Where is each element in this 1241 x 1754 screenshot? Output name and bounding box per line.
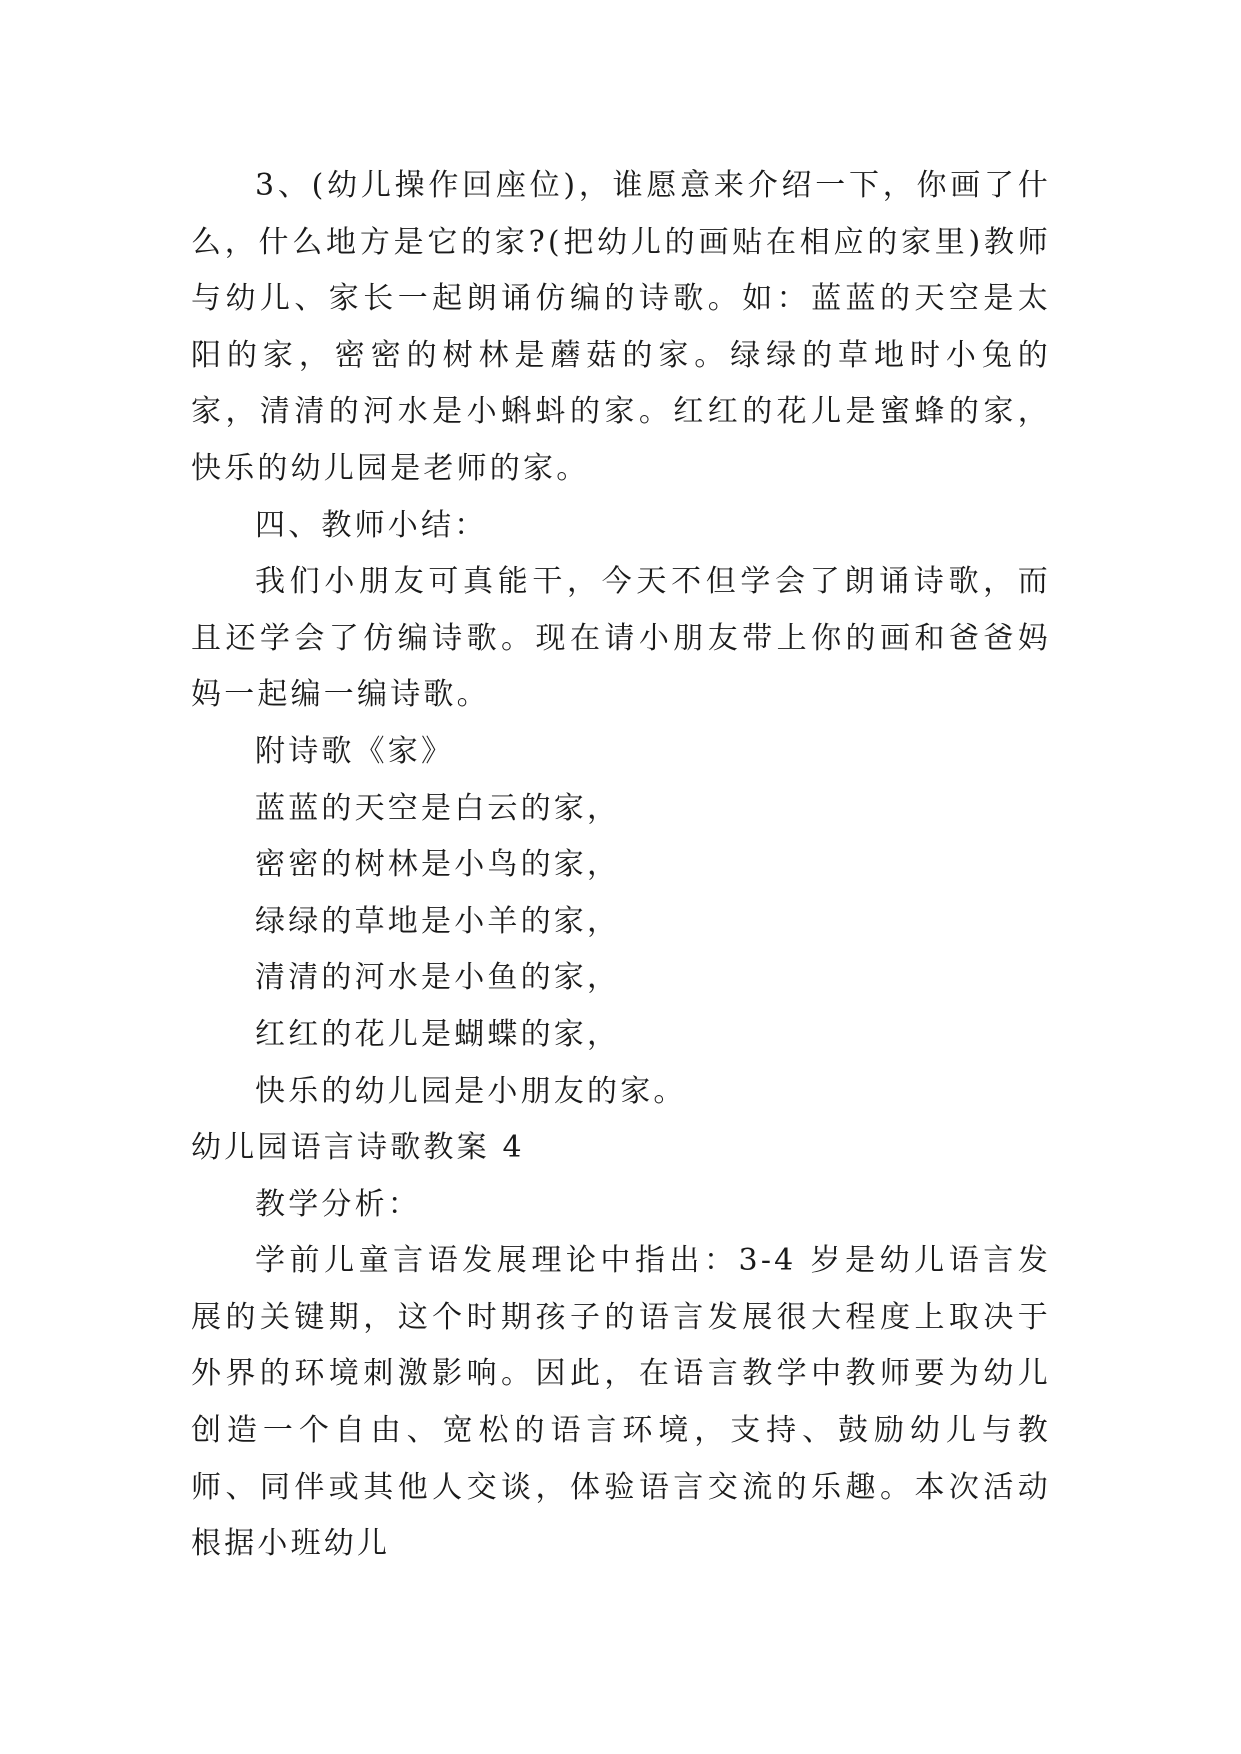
poem-line-1: 蓝蓝的天空是白云的家， <box>255 790 621 826</box>
poem-line-4: 清清的河水是小鱼的家， <box>255 960 621 996</box>
poem-line-2: 密密的树林是小鸟的家， <box>255 847 621 883</box>
paragraph-teacher-summary: 我们小朋友可真能干，今天不但学会了朗诵诗歌，而且还学会了仿编诗歌。现在请小朋友带上你的画和爸爸妈妈一起编一编诗歌。 <box>191 564 1051 713</box>
document-page <box>191 158 1051 1573</box>
section-title: 幼儿园语言诗歌教案 4 <box>191 1130 525 1166</box>
paragraph-teacher-summary-heading: 四、教师小结： <box>255 507 488 543</box>
poem-title: 附诗歌《家》 <box>255 733 455 769</box>
poem-line-6: 快乐的幼儿园是小朋友的家。 <box>255 1073 687 1109</box>
paragraph-activity-step-3: 3、(幼儿操作回座位)，谁愿意来介绍一下，你画了什么，什么地方是它的家?(把幼儿的画贴在相应的家里)教师与幼儿、家长一起朗诵仿编的诗歌。如：蓝蓝的天空是太阳的家，密密的树林是蘑菇的家。绿绿的草地时小兔的家，清清的河水是小蝌蚪的家。红红的花儿是蜜蜂的家，快乐的幼儿园是老师的家。 <box>191 168 1051 486</box>
poem-line-3: 绿绿的草地是小羊的家， <box>255 903 621 939</box>
paragraph-teaching-analysis: 学前儿童言语发展理论中指出：3-4 岁是幼儿语言发展的关键期，这个时期孩子的语言发展很大程度上取决于外界的环境刺激影响。因此，在语言教学中教师要为幼儿创造一个自由、宽松的语言环境，支持、鼓励幼儿与教师、同伴或其他人交谈，体验语言交流的乐趣。本次活动根据小班幼儿 <box>191 1243 1051 1562</box>
poem-line-5: 红红的花儿是蝴蝶的家， <box>255 1016 621 1052</box>
paragraph-teaching-analysis-heading: 教学分析： <box>255 1186 421 1222</box>
